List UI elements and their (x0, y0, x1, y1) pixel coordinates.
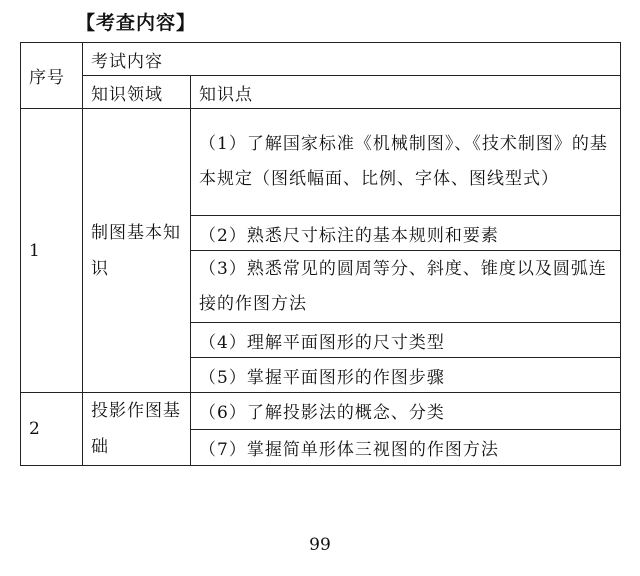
points-header: 知识点 (191, 76, 621, 109)
row-index: 2 (21, 393, 83, 466)
domain-header: 知识领域 (83, 76, 191, 109)
knowledge-point: （1）了解国家标准《机械制图》、《技术制图》的基本规定（图纸幅面、比例、字体、图线型式） (191, 109, 621, 216)
index-header: 序号 (21, 43, 83, 109)
section-heading: 【考查内容】 (76, 12, 197, 34)
table-subheader-row (21, 76, 621, 109)
knowledge-point: （4）理解平面图形的尺寸类型 (191, 323, 621, 358)
row-index: 1 (21, 109, 83, 393)
table-row (21, 393, 621, 430)
table-header-row (21, 43, 621, 76)
exam-content-table (20, 42, 621, 466)
knowledge-point: （6）了解投影法的概念、分类 (191, 393, 621, 430)
knowledge-point: （2）熟悉尺寸标注的基本规则和要素 (191, 216, 621, 251)
knowledge-point: （3）熟悉常见的圆周等分、斜度、锥度以及圆弧连接的作图方法 (191, 251, 621, 323)
content-header: 考试内容 (83, 43, 621, 76)
table-row (21, 109, 621, 216)
knowledge-domain: 制图基本知识 (83, 109, 191, 393)
knowledge-point: （5）掌握平面图形的作图步骤 (191, 358, 621, 393)
knowledge-domain: 投影作图基础 (83, 393, 191, 466)
knowledge-point: （7）掌握简单形体三视图的作图方法 (191, 429, 621, 466)
page-number: 99 (309, 535, 331, 555)
